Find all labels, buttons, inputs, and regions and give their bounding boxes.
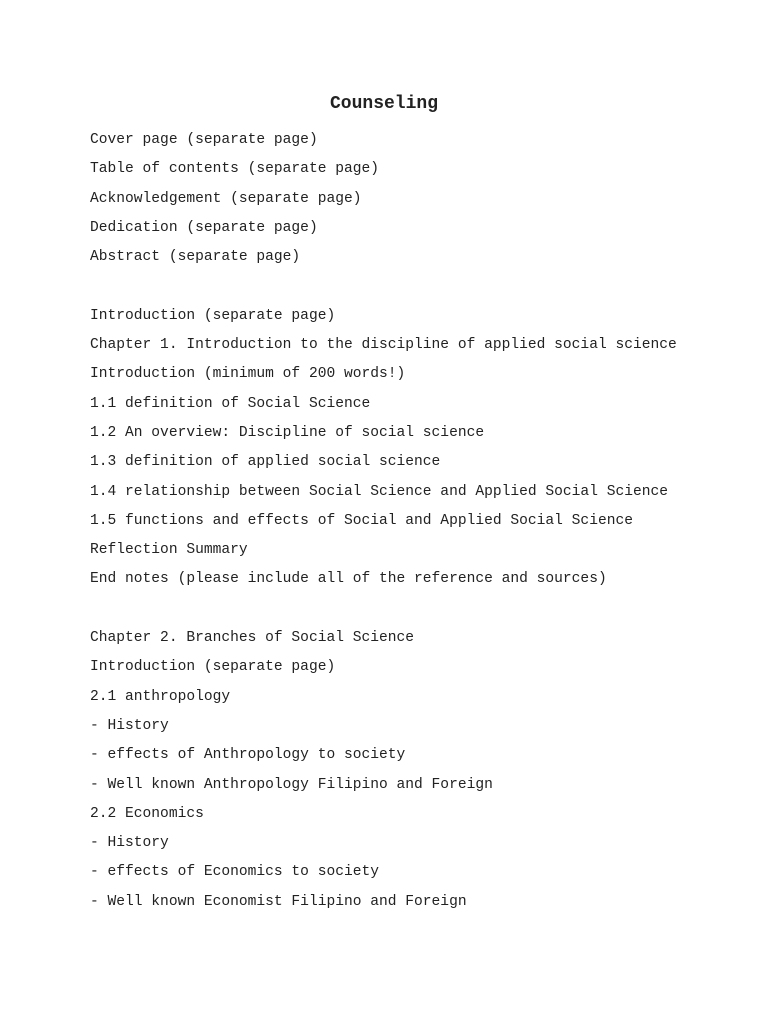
front-matter-section xyxy=(90,126,730,272)
text-line: Acknowledgement (separate page) xyxy=(90,190,362,207)
text-line: Reflection Summary xyxy=(90,542,248,559)
text-line: - effects of Economics to society xyxy=(90,864,380,881)
text-line: Table of contents (separate page) xyxy=(90,161,380,178)
text-line: Chapter 1. Introduction to the discipline of applied social science xyxy=(90,337,677,354)
document-body xyxy=(90,126,730,917)
text-line: 1.4 relationship between Social Science and Applied Social Science xyxy=(90,483,669,500)
text-line: Dedication (separate page) xyxy=(90,219,318,236)
text-line: Cover page (separate page) xyxy=(90,132,318,148)
text-line: Introduction (separate page) xyxy=(90,307,336,324)
text-line: 2.1 anthropology xyxy=(90,688,231,705)
chapter-2-section xyxy=(90,624,730,917)
text-line: - Well known Anthropology Filipino and Foreign xyxy=(90,776,493,793)
text-line: Introduction (minimum of 200 words!) xyxy=(90,366,406,383)
document-title: Counseling xyxy=(329,94,439,114)
text-line: 2.2 Economics xyxy=(90,805,204,822)
section-spacer xyxy=(90,272,730,301)
text-line: 1.3 definition of applied social science xyxy=(90,454,441,471)
text-line: Chapter 2. Branches of Social Science xyxy=(90,630,415,647)
text-line: Abstract (separate page) xyxy=(90,249,301,266)
text-line: - History xyxy=(90,717,169,734)
chapter-1-section xyxy=(90,302,730,595)
text-line: - effects of Anthropology to society xyxy=(90,747,406,764)
text-line: End notes (please include all of the reference and sources) xyxy=(90,571,607,588)
text-line: - History xyxy=(90,835,169,852)
section-spacer xyxy=(90,595,730,624)
text-line: 1.5 functions and effects of Social and Applied Social Science xyxy=(90,512,633,529)
text-line: - Well known Economist Filipino and Foreign xyxy=(90,893,467,910)
text-line: 1.2 An overview: Discipline of social science xyxy=(90,424,485,441)
text-line: 1.1 definition of Social Science xyxy=(90,395,371,412)
text-line: Introduction (separate page) xyxy=(90,659,336,676)
